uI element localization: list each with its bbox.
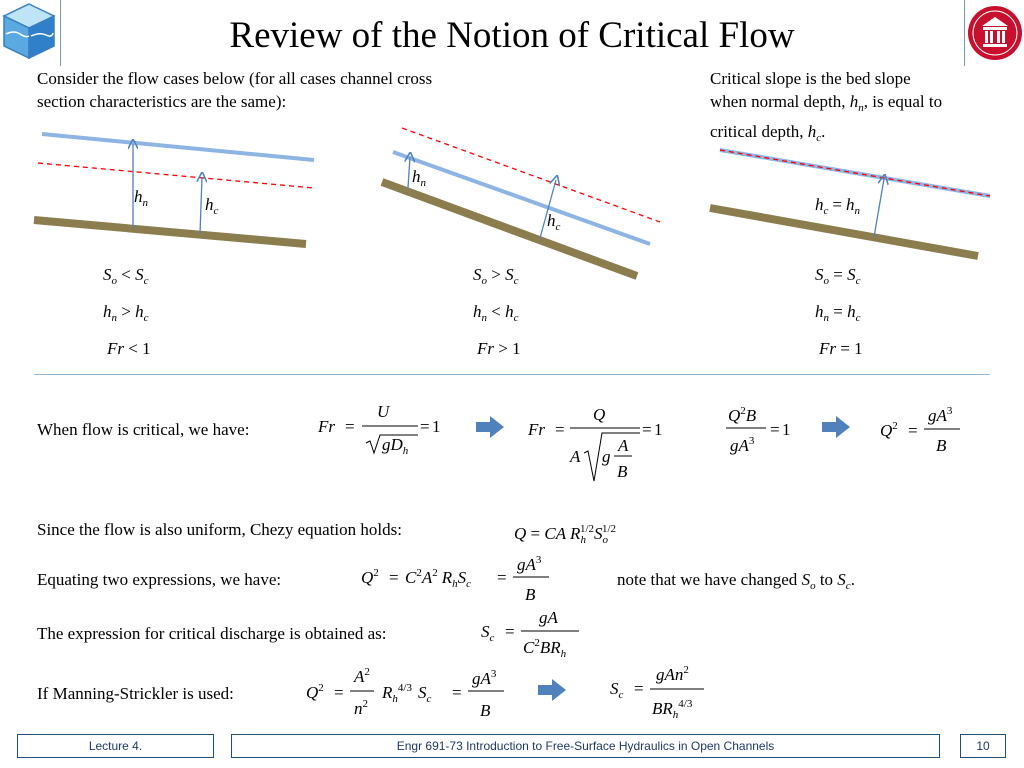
case1-depth-relation: $h_n > h_c$ (103, 302, 149, 324)
svg-text:Sc: $S_c$ (481, 622, 495, 644)
implies-arrow-icon (822, 416, 850, 438)
note-symbol: h (807, 122, 817, 141)
flow-diagrams (0, 110, 1024, 290)
svg-text:Fr: Fr (528, 420, 545, 439)
critical-flow-label: When flow is critical, we have: (37, 420, 250, 439)
svg-text:U: U (377, 402, 390, 421)
svg-text:A: A (570, 447, 581, 466)
svg-text:gAn2: gAn$^2$ (656, 664, 689, 684)
university-seal-icon (966, 2, 1024, 64)
svg-text:=: = (345, 417, 355, 436)
svg-text:Rh4/3Sc: $R_h^{4/3}$ $S_c$ (382, 682, 432, 705)
case2-relations (473, 265, 521, 359)
critical-discharge-squared-equation (880, 405, 960, 455)
chezy-equation: Q = CA $R_h^{1/2}S_o^{1/2}$ (514, 523, 617, 546)
svg-text:=: = (770, 420, 780, 439)
case1-hc-arrow (200, 177, 202, 234)
svg-text:=: = (505, 622, 515, 641)
svg-text:gA3: $gA^3$ (928, 405, 953, 425)
manning-critical-slope-equation (610, 664, 704, 721)
note-text: critical depth, (710, 122, 804, 141)
svg-text:Q: Q (593, 405, 606, 424)
svg-text:BRh4/3: $BR_h^{4/3}$ (652, 698, 693, 721)
section-divider (34, 374, 990, 375)
case1-hc-label: $h_c$ (205, 195, 219, 217)
svg-text:=: = (634, 679, 644, 698)
footer-lecture: Lecture 4. (17, 734, 214, 758)
svg-text:=: = (452, 683, 462, 702)
footer-page-number: 10 (960, 734, 1006, 758)
svg-text:=: = (555, 420, 565, 439)
svg-text:B: B (525, 585, 536, 604)
critical-note-line-1: Critical slope is the bed slope (710, 69, 911, 88)
svg-text:gA3: $gA^3$ (730, 435, 755, 455)
case1-froude-relation: Fr < 1 (107, 339, 151, 358)
note-changed-slope: note that we have changed $S_o$ to $S_c$. (617, 570, 855, 592)
case1-critical-depth-line (38, 163, 314, 188)
implies-arrow-icon (538, 679, 566, 701)
case3-depth-relation: $h_n = h_c$ (815, 302, 861, 324)
svg-text:=: = (389, 568, 399, 587)
case3-relations (815, 265, 863, 359)
froude-definition-equation (317, 402, 441, 457)
case1-channel-bed (34, 220, 306, 244)
manning-equation (300, 662, 720, 730)
case2-froude-relation: Fr > 1 (477, 339, 521, 358)
critical-slope-chezy-equation (475, 605, 595, 665)
svg-text:Sc: $S_c$ (610, 679, 624, 701)
svg-text:1: 1 (432, 417, 441, 436)
svg-text:B: B (617, 462, 628, 481)
page-title: Review of the Notion of Critical Flow (229, 15, 795, 56)
implies-arrow-icon (476, 416, 504, 438)
svg-text:Q2: $Q^2$ (306, 682, 324, 702)
intro-line-1: Consider the flow cases below (for all cases channel cross (37, 69, 433, 88)
case3-depth-label: $h_c = h_n$ (815, 195, 860, 217)
case2-hn-arrow (408, 157, 410, 188)
case2-slope-relation: $S_o > S_c$ (473, 265, 519, 287)
svg-text:Q2B: $Q^2B$ (728, 405, 757, 425)
case2-channel-bed (382, 182, 637, 276)
intro-line-2: section characteristics are the same): (37, 92, 287, 111)
svg-text:Q2: $Q^2$ (880, 420, 898, 440)
footer-course: Engr 691-73 Introduction to Free-Surface Hydraulics in Open Channels (231, 734, 940, 758)
case3-channel-bed (710, 208, 978, 256)
svg-text:g: g (602, 447, 611, 466)
equating-equation (355, 550, 565, 610)
svg-text:A2: $A^2$ (354, 666, 370, 686)
case1-hn-label: $h_n$ (134, 187, 148, 209)
case1-water-surface (42, 134, 314, 160)
note-text: when normal depth, (710, 92, 846, 111)
critical-equations (300, 395, 1000, 490)
note-symbol: h (849, 92, 859, 111)
svg-text:=: = (497, 568, 507, 587)
svg-text:gA3: $gA^3$ (517, 554, 542, 574)
svg-text:C2A2RhSc: $C^2A^2$ $R_hS_c$ (405, 567, 472, 590)
note-text: . (821, 122, 826, 141)
note-subscript: n (858, 102, 864, 114)
froude-discharge-equation (527, 405, 663, 481)
svg-text:Fr: Fr (318, 417, 335, 436)
case2-hc-label: $h_c$ (547, 211, 561, 233)
svg-text:Q2: $Q^2$ (361, 567, 379, 587)
header-logo-right (966, 2, 1024, 64)
case3-froude-relation: Fr = 1 (819, 339, 863, 358)
svg-text:1: 1 (654, 420, 663, 439)
critical-ratio-equation (726, 405, 791, 455)
case3-slope-relation: $S_o = S_c$ (815, 265, 861, 287)
svg-text:gDh: $gD_h$ (382, 435, 409, 457)
note-subscript: c (816, 132, 822, 144)
svg-text:1: 1 (782, 420, 791, 439)
svg-text:=: = (334, 683, 344, 702)
svg-text:gA3: $gA^3$ (472, 668, 497, 688)
case1-relations (103, 265, 151, 359)
svg-text:n2: $n^2$ (354, 698, 368, 718)
svg-text:=: = (908, 421, 918, 440)
svg-text:gA: gA (539, 608, 558, 627)
svg-text:B: B (480, 701, 491, 720)
manning-label: If Manning-Strickler is used: (37, 684, 234, 703)
case2-hn-label: $h_n$ (412, 167, 426, 189)
case3-depth-arrow (874, 179, 884, 237)
case1-slope-relation: $S_o < S_c$ (103, 265, 149, 287)
equating-label: Equating two expressions, we have: (37, 570, 282, 589)
svg-text:C2BRh: $C^2BR_h$ (523, 637, 567, 660)
discharge-label: The expression for critical discharge is obtained as: (37, 624, 387, 643)
svg-text:=: = (420, 417, 430, 436)
svg-text:B: B (936, 436, 947, 455)
case2-depth-relation: $h_n < h_c$ (473, 302, 519, 324)
chezy-label: Since the flow is also uniform, Chezy equation holds: (37, 520, 402, 539)
svg-text:=: = (642, 420, 652, 439)
svg-text:A: A (618, 436, 629, 455)
note-text: , is equal to (863, 92, 943, 111)
